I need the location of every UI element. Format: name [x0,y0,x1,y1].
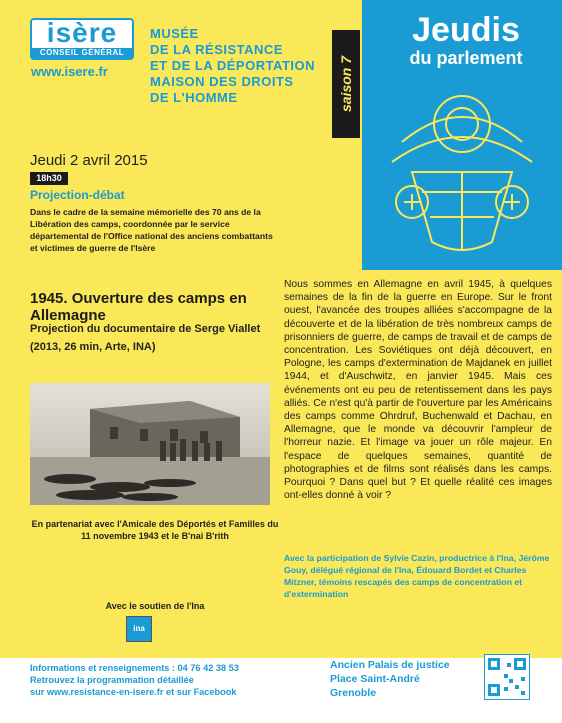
info-block [30,662,330,698]
museum-line: DE LA RÉSISTANCE [150,42,283,57]
info-links[interactable]: sur www.resistance-en-isere.fr et sur Facebook [30,687,237,697]
support-text: Avec le soutien de l'Ina [105,601,205,611]
info-program: Retrouvez la programmation détaillée [30,675,194,685]
event-title: 1945. Ouverture des camps en Allemagne [30,290,247,324]
site-link[interactable]: www.isere.fr [31,64,108,79]
info-phone: Informations et renseignements : 04 76 42 38 53 [30,663,239,673]
partner-text: En partenariat avec l'Amicale des Déportés et Familles du 11 novembre 1943 et le B'nai B'rith [31,519,279,541]
parliament-crest-icon [372,72,552,262]
saison-label: saison 7 [338,55,354,113]
event-details: (2013, 26 min, Arte, INA) [30,341,156,353]
venue-line: Ancien Palais de justice [330,659,450,671]
ina-logo[interactable]: ina [126,616,152,642]
series-title: Jeudis [412,11,520,49]
venue-block [330,658,480,700]
event-date: Jeudi 2 avril 2015 [30,152,148,169]
venue-line: Place Saint-André [330,673,420,685]
event-description: Nous sommes en Allemagne en avril 1945, à quelques semaines de la fin de la guerre en Europe. Sur le front ouest, l'avancée des troupes alliées s'accompagne de la découverte et de la libération de très nombreux camps de prisonniers de guerre, de camps de travail et de camps de concentration. Les Soviétiques ont déjà découvert, en Pologne, les camps d'extermination de Majdanek en juillet 1944, et d'Auschwitz, en janvier 1945. Mais ces événements ont eu peu de retentissement dans les pays alliés. Ce n'est qu'à partir de l'ouverture par les Américains des camps comme Ohrdruf, Buchenwald et Dachau, en Allemagne, que le monde va découvrir l'ampleur de l'horreur nazie. Et l'image va jouer un rôle majeur. En l'espace de quelques semaines, quantité de photographies et de films sont réalisés dans les camps. Pourquoi ? Dans quel but ? Et quelle réalité ces images ont-elles donné à voir ? [284,279,552,502]
museum-name [150,26,330,106]
series-subtitle: du parlement [409,48,523,68]
participants: Avec la participation de Sylvie Cazin, productrice à l'Ina, Jérôme Gouy, délégué régional de l'Ina, Édouard Bordet et Charles Mitzner, témoins rescapés des camps de concentration et d'extermination [284,553,550,599]
event-time: 18h30 [30,172,68,185]
saison-badge [332,30,360,138]
museum-line: ET DE LA DÉPORTATION [150,58,316,73]
museum-line: MUSÉE [150,26,199,41]
venue-line: Grenoble [330,687,377,699]
event-subtitle: Projection du documentaire de Serge Viallet [30,323,261,335]
event-genre: Projection-débat [30,188,125,202]
museum-line: DE L'HOMME [150,90,238,105]
logo-band: CONSEIL GÉNÉRAL [32,48,132,58]
historic-photo [30,383,270,505]
isere-logo[interactable] [30,18,134,60]
qr-code-icon[interactable] [484,654,530,700]
event-context: Dans le cadre de la semaine mémorielle des 70 ans de la Libération des camps, coordonnée par le service départemental de l'Office national des anciens combattants et victimes de guerre de l'Isère [30,207,273,253]
museum-line: MAISON DES DROITS [150,74,294,89]
logo-wordmark: isère [46,17,118,48]
